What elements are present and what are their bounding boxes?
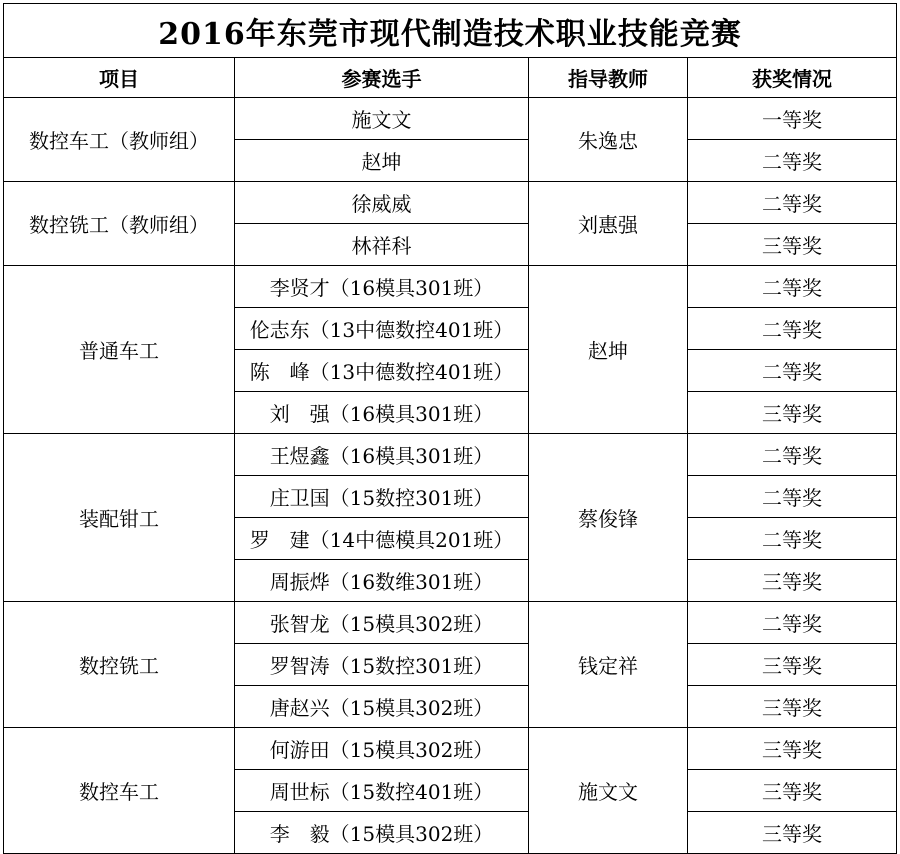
player-cell: 周世标（15数控401班） <box>235 770 529 812</box>
player-cell: 陈 峰（13中德数控401班） <box>235 350 529 392</box>
teacher-cell: 蔡俊锋 <box>529 434 688 602</box>
player-cell: 庄卫国（15数控301班） <box>235 476 529 518</box>
award-cell: 二等奖 <box>688 182 897 224</box>
award-cell: 二等奖 <box>688 266 897 308</box>
header-teacher: 指导教师 <box>529 58 688 98</box>
title-row <box>4 4 897 58</box>
award-cell: 二等奖 <box>688 308 897 350</box>
player-cell: 李 毅（15模具302班） <box>235 812 529 854</box>
award-table-body <box>4 4 897 854</box>
project-cell: 数控铣工 <box>4 602 235 728</box>
player-cell: 刘 强（16模具301班） <box>235 392 529 434</box>
table-row <box>4 728 897 770</box>
table-row <box>4 434 897 476</box>
player-cell: 李贤才（16模具301班） <box>235 266 529 308</box>
award-cell: 三等奖 <box>688 812 897 854</box>
teacher-cell: 刘惠强 <box>529 182 688 266</box>
player-cell: 赵坤 <box>235 140 529 182</box>
award-cell: 一等奖 <box>688 98 897 140</box>
player-cell: 施文文 <box>235 98 529 140</box>
header-award: 获奖情况 <box>688 58 897 98</box>
award-cell: 二等奖 <box>688 350 897 392</box>
table-row <box>4 98 897 140</box>
project-cell: 装配钳工 <box>4 434 235 602</box>
award-cell: 三等奖 <box>688 560 897 602</box>
project-cell: 数控铣工（教师组） <box>4 182 235 266</box>
teacher-cell: 朱逸忠 <box>529 98 688 182</box>
player-cell: 何游田（15模具302班） <box>235 728 529 770</box>
award-cell: 三等奖 <box>688 770 897 812</box>
award-cell: 三等奖 <box>688 644 897 686</box>
table-row <box>4 266 897 308</box>
player-cell: 罗 建（14中德模具201班） <box>235 518 529 560</box>
player-cell: 伦志东（13中德数控401班） <box>235 308 529 350</box>
project-cell: 普通车工 <box>4 266 235 434</box>
table-title: 2016年东莞市现代制造技术职业技能竞赛 <box>4 4 897 58</box>
award-cell: 三等奖 <box>688 686 897 728</box>
teacher-cell: 钱定祥 <box>529 602 688 728</box>
award-cell: 三等奖 <box>688 392 897 434</box>
award-cell: 三等奖 <box>688 224 897 266</box>
project-cell: 数控车工 <box>4 728 235 854</box>
award-cell: 三等奖 <box>688 728 897 770</box>
header-project: 项目 <box>4 58 235 98</box>
teacher-cell: 赵坤 <box>529 266 688 434</box>
header-row <box>4 58 897 98</box>
award-table <box>3 3 897 854</box>
player-cell: 周振烨（16数维301班） <box>235 560 529 602</box>
table-row <box>4 182 897 224</box>
player-cell: 罗智涛（15数控301班） <box>235 644 529 686</box>
award-cell: 二等奖 <box>688 140 897 182</box>
player-cell: 唐赵兴（15模具302班） <box>235 686 529 728</box>
player-cell: 王煜鑫（16模具301班） <box>235 434 529 476</box>
header-player: 参赛选手 <box>235 58 529 98</box>
table-row <box>4 602 897 644</box>
award-cell: 二等奖 <box>688 602 897 644</box>
teacher-cell: 施文文 <box>529 728 688 854</box>
award-cell: 二等奖 <box>688 434 897 476</box>
player-cell: 林祥科 <box>235 224 529 266</box>
award-cell: 二等奖 <box>688 518 897 560</box>
player-cell: 张智龙（15模具302班） <box>235 602 529 644</box>
award-cell: 二等奖 <box>688 476 897 518</box>
player-cell: 徐威威 <box>235 182 529 224</box>
project-cell: 数控车工（教师组） <box>4 98 235 182</box>
